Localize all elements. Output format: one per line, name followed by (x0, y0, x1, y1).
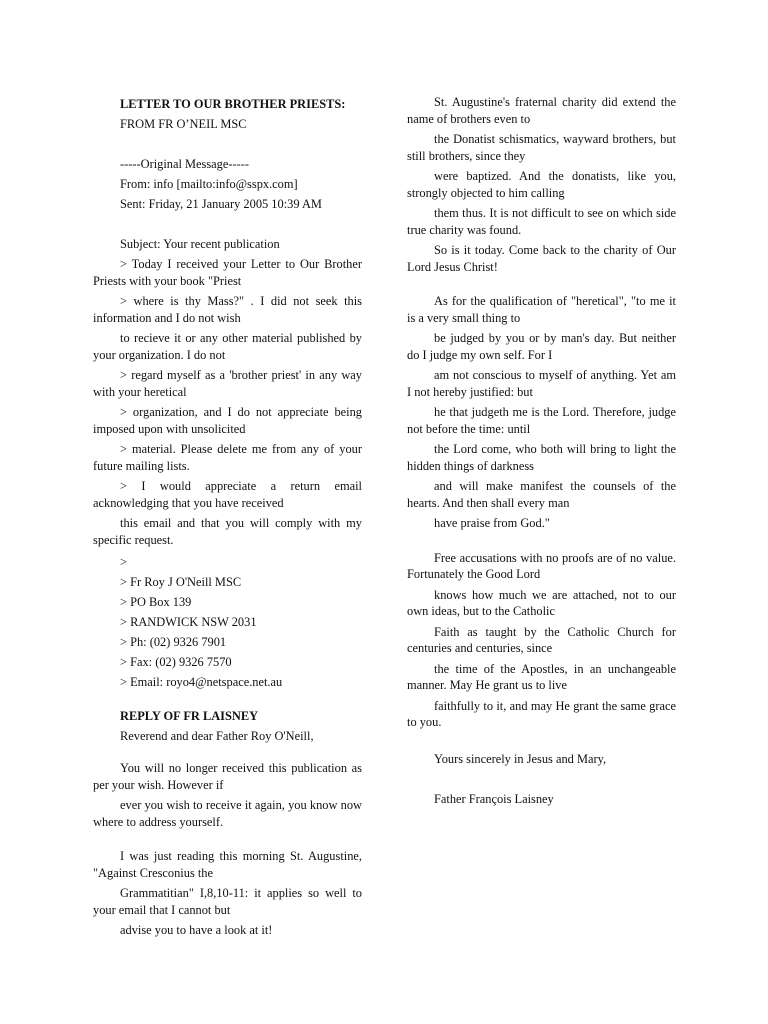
paragraph: > PO Box 139 (120, 595, 192, 609)
paragraph: > organization, and I do not appreciate being imposed upon with unsolicited (93, 405, 362, 436)
paragraph: the Donatist schismatics, wayward brothers, but still brothers, since they (407, 132, 676, 163)
paragraph: > where is thy Mass?" . I did not seek this information and I do not wish (93, 294, 362, 325)
paragraph: to recieve it or any other material published by your organization. I do not (93, 331, 362, 362)
paragraph: As for the qualification of "heretical", "to me it is a very small thing to (407, 294, 676, 325)
paragraph: were baptized. And the donatists, like you, strongly objected to him calling (407, 169, 676, 200)
paragraph: > I would appreciate a return email acknowledging that you have received (93, 479, 362, 510)
paragraph: Free accusations with no proofs are of no value. Fortunately the Good Lord (407, 550, 676, 581)
paragraph: So is it today. Come back to the charity of Our Lord Jesus Christ! (407, 243, 676, 274)
left-column (93, 94, 362, 943)
paragraph: Faith as taught by the Catholic Church for centuries and centuries, since (407, 624, 676, 655)
reply-paragraphs-a (93, 760, 362, 830)
paragraph: am not conscious to myself of anything. Yet am I not hereby justified: but (407, 368, 676, 399)
email-sent-line: Sent: Friday, 21 January 2005 10:39 AM (120, 197, 322, 211)
closing-line: Yours sincerely in Jesus and Mary, (434, 751, 607, 766)
paragraph: them thus. It is not difficult to see on which side true charity was found. (407, 206, 676, 237)
paragraph: faithfully to it, and may He grant the same grace to you. (407, 698, 676, 729)
paragraph: > regard myself as a 'brother priest' in any way with your heretical (93, 368, 362, 399)
email-subject-line: Subject: Your recent publication (120, 237, 280, 251)
letter-title: LETTER TO OUR BROTHER PRIESTS: (120, 97, 346, 111)
paragraph: be judged by you or by man's day. But neither do I judge my own self. For I (407, 331, 676, 362)
accusations-paragraphs (407, 550, 676, 731)
right-column (407, 94, 676, 809)
paragraph: he that judgeth me is the Lord. Therefore, judge not before the time: until (407, 405, 676, 436)
email-body (93, 256, 362, 548)
paragraph: > (120, 555, 127, 569)
paragraph: advise you to have a look at it! (120, 923, 273, 937)
paragraph: ever you wish to receive it again, you know now where to address yourself. (93, 798, 362, 829)
paragraph: > Fax: (02) 9326 7570 (120, 655, 232, 669)
paragraph: > Email: royo4@netspace.net.au (120, 675, 283, 689)
paragraph: > RANDWICK NSW 2031 (120, 615, 257, 629)
paragraph: this email and that you will comply with my specific request. (93, 516, 362, 547)
letter-from: FROM FR O’NEIL MSC (120, 117, 247, 131)
paragraph: the Lord come, who both will bring to light the hidden things of darkness (407, 442, 676, 473)
paragraph: and will make manifest the counsels of the hearts. And then shall every man (407, 479, 676, 510)
reply-salutation: Reverend and dear Father Roy O'Neill, (120, 729, 314, 743)
paragraph: I was just reading this morning St. Augustine, "Against Cresconius the (93, 849, 362, 880)
reply-paragraphs-b (93, 848, 362, 939)
email-signature (93, 552, 362, 692)
paragraph: > Fr Roy J O'Neill MSC (120, 575, 242, 589)
paragraph: have praise from God." (434, 516, 550, 530)
paragraph: knows how much we are attached, not to our own ideas, but to the Catholic (407, 587, 676, 618)
paragraph: > Ph: (02) 9326 7901 (120, 635, 227, 649)
heretical-paragraphs (407, 293, 676, 532)
augustine-paragraphs (407, 94, 676, 275)
paragraph: St. Augustine's fraternal charity did extend the name of brothers even to (407, 95, 676, 126)
paragraph: You will no longer received this publication as per your wish. However if (93, 761, 362, 792)
paragraph: > Today I received your Letter to Our Brother Priests with your book "Priest (93, 257, 362, 288)
paragraph: > material. Please delete me from any of your future mailing lists. (93, 442, 362, 473)
signature-line: Father François Laisney (434, 791, 554, 806)
original-message-marker: -----Original Message----- (120, 157, 250, 171)
email-from-line: From: info [mailto:info@sspx.com] (120, 177, 298, 191)
paragraph: Grammatitian" I,8,10-11: it applies so well to your email that I cannot but (93, 886, 362, 917)
paragraph: the time of the Apostles, in an unchangeable manner. May He grant us to live (407, 661, 676, 692)
reply-title: REPLY OF FR LAISNEY (120, 709, 259, 723)
